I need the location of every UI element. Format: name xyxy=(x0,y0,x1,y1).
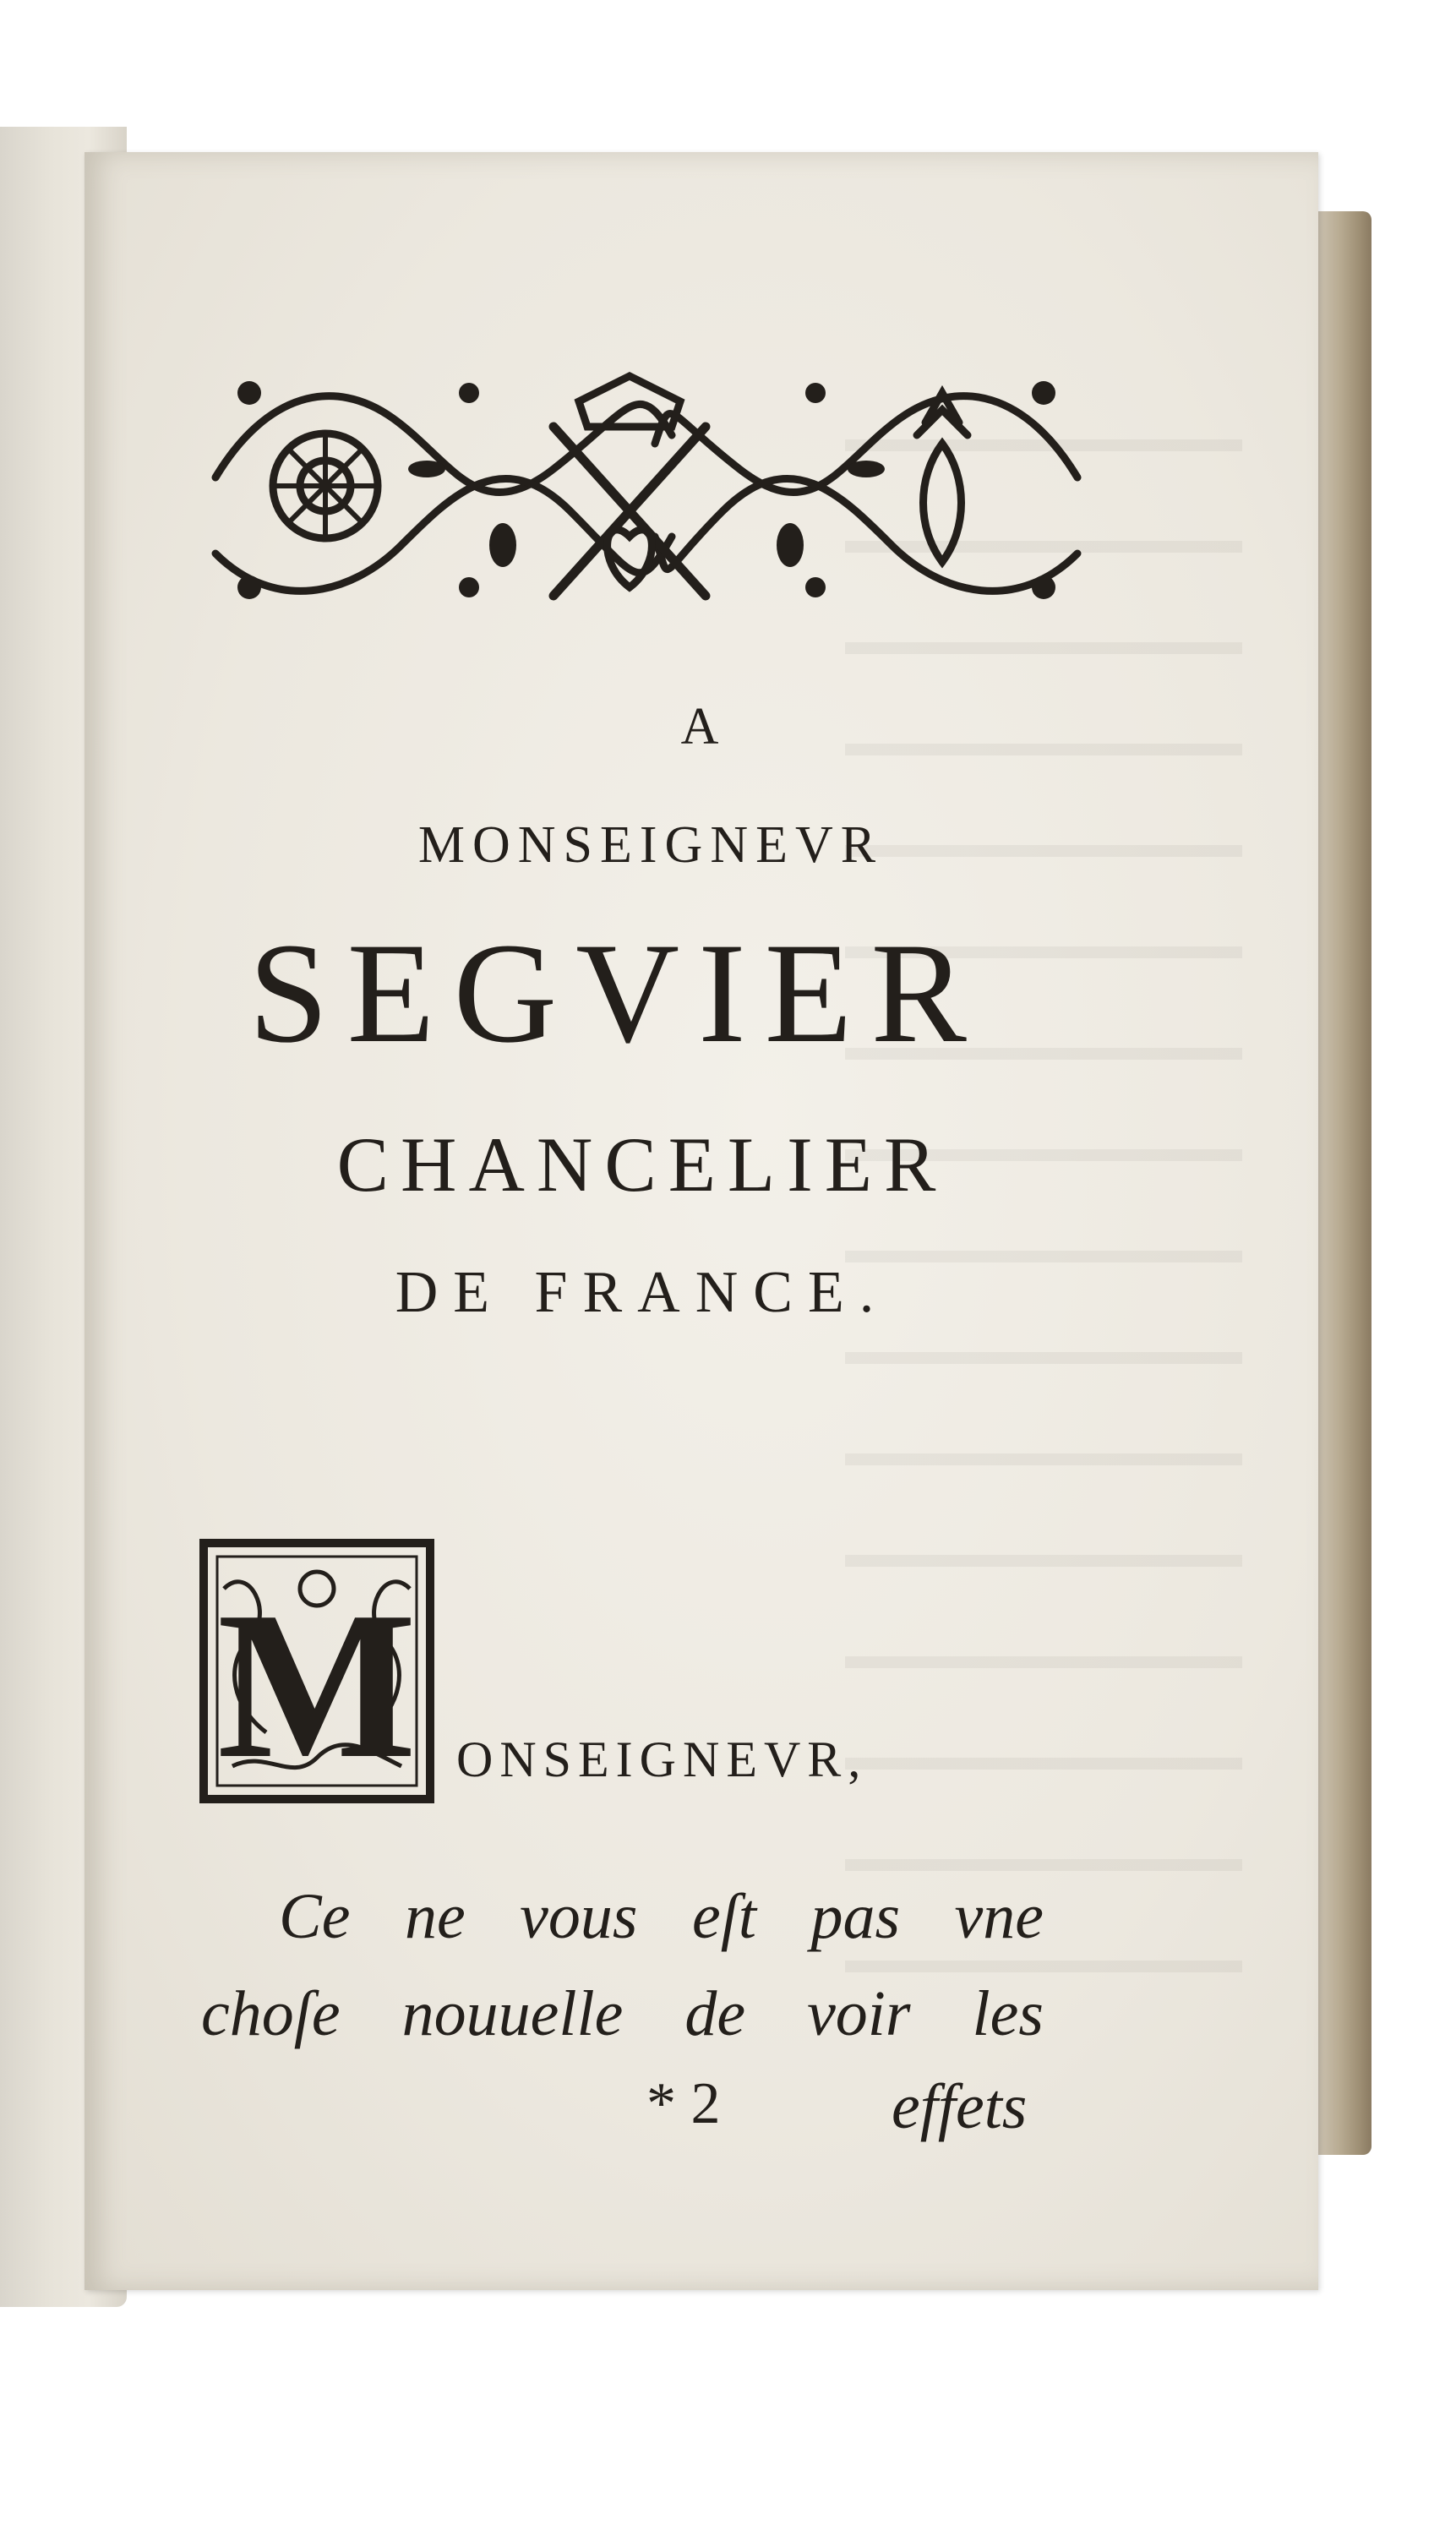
dedicatee-name: SEGVIER xyxy=(248,913,985,1072)
word: de xyxy=(684,1978,746,2049)
dedicatee-title: CHANCELIER xyxy=(336,1121,948,1208)
word: ne xyxy=(404,1881,466,1952)
word: voir xyxy=(807,1978,911,2049)
word: pas xyxy=(810,1881,901,1952)
word: vne xyxy=(954,1881,1044,1952)
word: vous xyxy=(520,1881,638,1952)
word: Ce xyxy=(279,1881,351,1952)
headpiece-ornament xyxy=(199,342,1094,621)
book-fore-edge xyxy=(1314,211,1371,2155)
body-line-1 xyxy=(279,1880,1044,1954)
signature-mark: * 2 xyxy=(646,2071,721,2136)
word: choſe xyxy=(201,1978,341,2049)
drop-cap-letter: M xyxy=(217,1568,417,1802)
dedication-monseigneur: MONSEIGNEVR xyxy=(417,816,884,874)
word: eſt xyxy=(691,1881,756,1952)
catchword: effets xyxy=(892,2071,1028,2142)
word: nouuelle xyxy=(401,1978,624,2049)
salutation: ONSEIGNEVR, xyxy=(456,1732,868,1787)
show-through-text xyxy=(845,439,1242,2045)
drop-cap-initial xyxy=(199,1538,435,1804)
word: les xyxy=(972,1978,1044,2049)
body-line-2 xyxy=(201,1977,1044,2051)
dedication-a: A xyxy=(680,698,723,755)
dedicatee-country: DE FRANCE. xyxy=(395,1260,890,1325)
